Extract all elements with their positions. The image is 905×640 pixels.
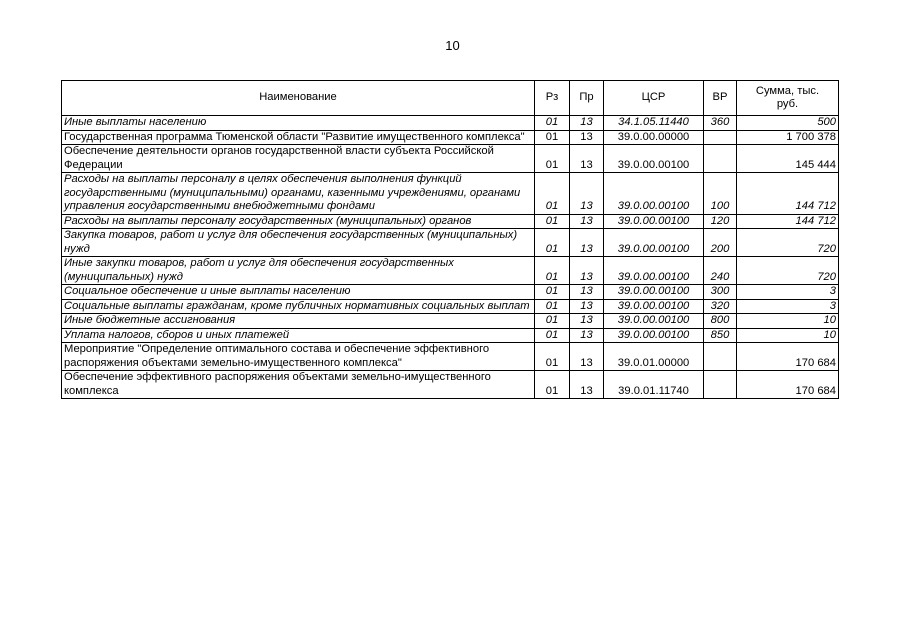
budget-table (61, 80, 839, 399)
cell-vr: 240 (704, 257, 737, 285)
cell-csr: 39.0.00.00000 (604, 130, 704, 145)
cell-csr: 39.0.00.00100 (604, 145, 704, 173)
cell-vr: 360 (704, 116, 737, 131)
cell-sum: 500 (737, 116, 839, 131)
cell-csr: 39.0.00.00100 (604, 285, 704, 300)
cell-sum: 10 (737, 314, 839, 329)
cell-name: Расходы на выплаты персоналу государственных (муниципальных) органов (62, 214, 535, 229)
cell-rz: 01 (535, 285, 570, 300)
table-row (62, 314, 839, 329)
cell-pr: 13 (570, 343, 604, 371)
header-csr: ЦСР (604, 81, 704, 116)
header-vr: ВР (704, 81, 737, 116)
cell-rz: 01 (535, 371, 570, 399)
table-header-row (62, 81, 839, 116)
cell-csr: 39.0.01.00000 (604, 343, 704, 371)
table-row (62, 285, 839, 300)
cell-name: Обеспечение эффективного распоряжения объектами земельно-имущественного комплекса (62, 371, 535, 399)
cell-name: Иные выплаты населению (62, 116, 535, 131)
header-sum: Сумма, тыс. руб. (737, 81, 839, 116)
cell-sum: 3 (737, 299, 839, 314)
table-row (62, 371, 839, 399)
cell-vr (704, 145, 737, 173)
cell-sum: 1 700 378 (737, 130, 839, 145)
cell-rz: 01 (535, 229, 570, 257)
cell-sum: 3 (737, 285, 839, 300)
cell-name: Иные закупки товаров, работ и услуг для обеспечения государственных (муниципальных) нужд (62, 257, 535, 285)
table-row (62, 173, 839, 215)
cell-name: Обеспечение деятельности органов государственной власти субъекта Российской Федерации (62, 145, 535, 173)
table-row (62, 229, 839, 257)
cell-sum: 145 444 (737, 145, 839, 173)
cell-sum: 720 (737, 229, 839, 257)
cell-rz: 01 (535, 314, 570, 329)
cell-csr: 39.0.00.00100 (604, 299, 704, 314)
cell-pr: 13 (570, 145, 604, 173)
cell-name: Уплата налогов, сборов и иных платежей (62, 328, 535, 343)
cell-csr: 39.0.00.00100 (604, 173, 704, 215)
cell-rz: 01 (535, 173, 570, 215)
cell-rz: 01 (535, 343, 570, 371)
cell-vr: 120 (704, 214, 737, 229)
cell-csr: 39.0.00.00100 (604, 214, 704, 229)
header-name: Наименование (62, 81, 535, 116)
cell-pr: 13 (570, 328, 604, 343)
cell-vr: 200 (704, 229, 737, 257)
cell-sum: 170 684 (737, 371, 839, 399)
cell-pr: 13 (570, 116, 604, 131)
cell-vr: 850 (704, 328, 737, 343)
cell-pr: 13 (570, 214, 604, 229)
cell-vr: 320 (704, 299, 737, 314)
cell-rz: 01 (535, 130, 570, 145)
cell-name: Социальные выплаты гражданам, кроме публичных нормативных социальных выплат (62, 299, 535, 314)
cell-sum: 170 684 (737, 343, 839, 371)
cell-pr: 13 (570, 257, 604, 285)
table-body (62, 116, 839, 399)
header-pr: Пр (570, 81, 604, 116)
cell-pr: 13 (570, 173, 604, 215)
table-row (62, 116, 839, 131)
cell-rz: 01 (535, 299, 570, 314)
table-row (62, 130, 839, 145)
table-row (62, 214, 839, 229)
cell-sum: 10 (737, 328, 839, 343)
cell-pr: 13 (570, 371, 604, 399)
cell-sum: 720 (737, 257, 839, 285)
cell-rz: 01 (535, 328, 570, 343)
table-row (62, 299, 839, 314)
cell-pr: 13 (570, 285, 604, 300)
cell-rz: 01 (535, 145, 570, 173)
cell-pr: 13 (570, 299, 604, 314)
cell-pr: 13 (570, 229, 604, 257)
cell-csr: 34.1.05.11440 (604, 116, 704, 131)
cell-vr (704, 130, 737, 145)
cell-name: Государственная программа Тюменской области "Развитие имущественного комплекса" (62, 130, 535, 145)
cell-pr: 13 (570, 314, 604, 329)
cell-name: Социальное обеспечение и иные выплаты населению (62, 285, 535, 300)
cell-vr (704, 343, 737, 371)
cell-sum: 144 712 (737, 214, 839, 229)
cell-vr: 800 (704, 314, 737, 329)
cell-name: Расходы на выплаты персоналу в целях обеспечения выполнения функций государственными (муниципальными) органами, казенными учреждениями, органами управления государственными внебюджетными фондами (62, 173, 535, 215)
page-number: 10 (445, 38, 460, 53)
cell-rz: 01 (535, 116, 570, 131)
cell-name: Мероприятие "Определение оптимального состава и обеспечение эффективного распоряжения объектами земельно-имущественного комплекса" (62, 343, 535, 371)
cell-rz: 01 (535, 214, 570, 229)
cell-rz: 01 (535, 257, 570, 285)
cell-vr: 300 (704, 285, 737, 300)
cell-csr: 39.0.00.00100 (604, 257, 704, 285)
cell-name: Иные бюджетные ассигнования (62, 314, 535, 329)
cell-csr: 39.0.01.11740 (604, 371, 704, 399)
cell-csr: 39.0.00.00100 (604, 229, 704, 257)
cell-vr (704, 371, 737, 399)
table-row (62, 328, 839, 343)
table-row (62, 343, 839, 371)
table-row (62, 257, 839, 285)
cell-pr: 13 (570, 130, 604, 145)
header-rz: Рз (535, 81, 570, 116)
cell-csr: 39.0.00.00100 (604, 314, 704, 329)
cell-csr: 39.0.00.00100 (604, 328, 704, 343)
cell-sum: 144 712 (737, 173, 839, 215)
cell-vr: 100 (704, 173, 737, 215)
cell-name: Закупка товаров, работ и услуг для обеспечения государственных (муниципальных) нужд (62, 229, 535, 257)
table-row (62, 145, 839, 173)
